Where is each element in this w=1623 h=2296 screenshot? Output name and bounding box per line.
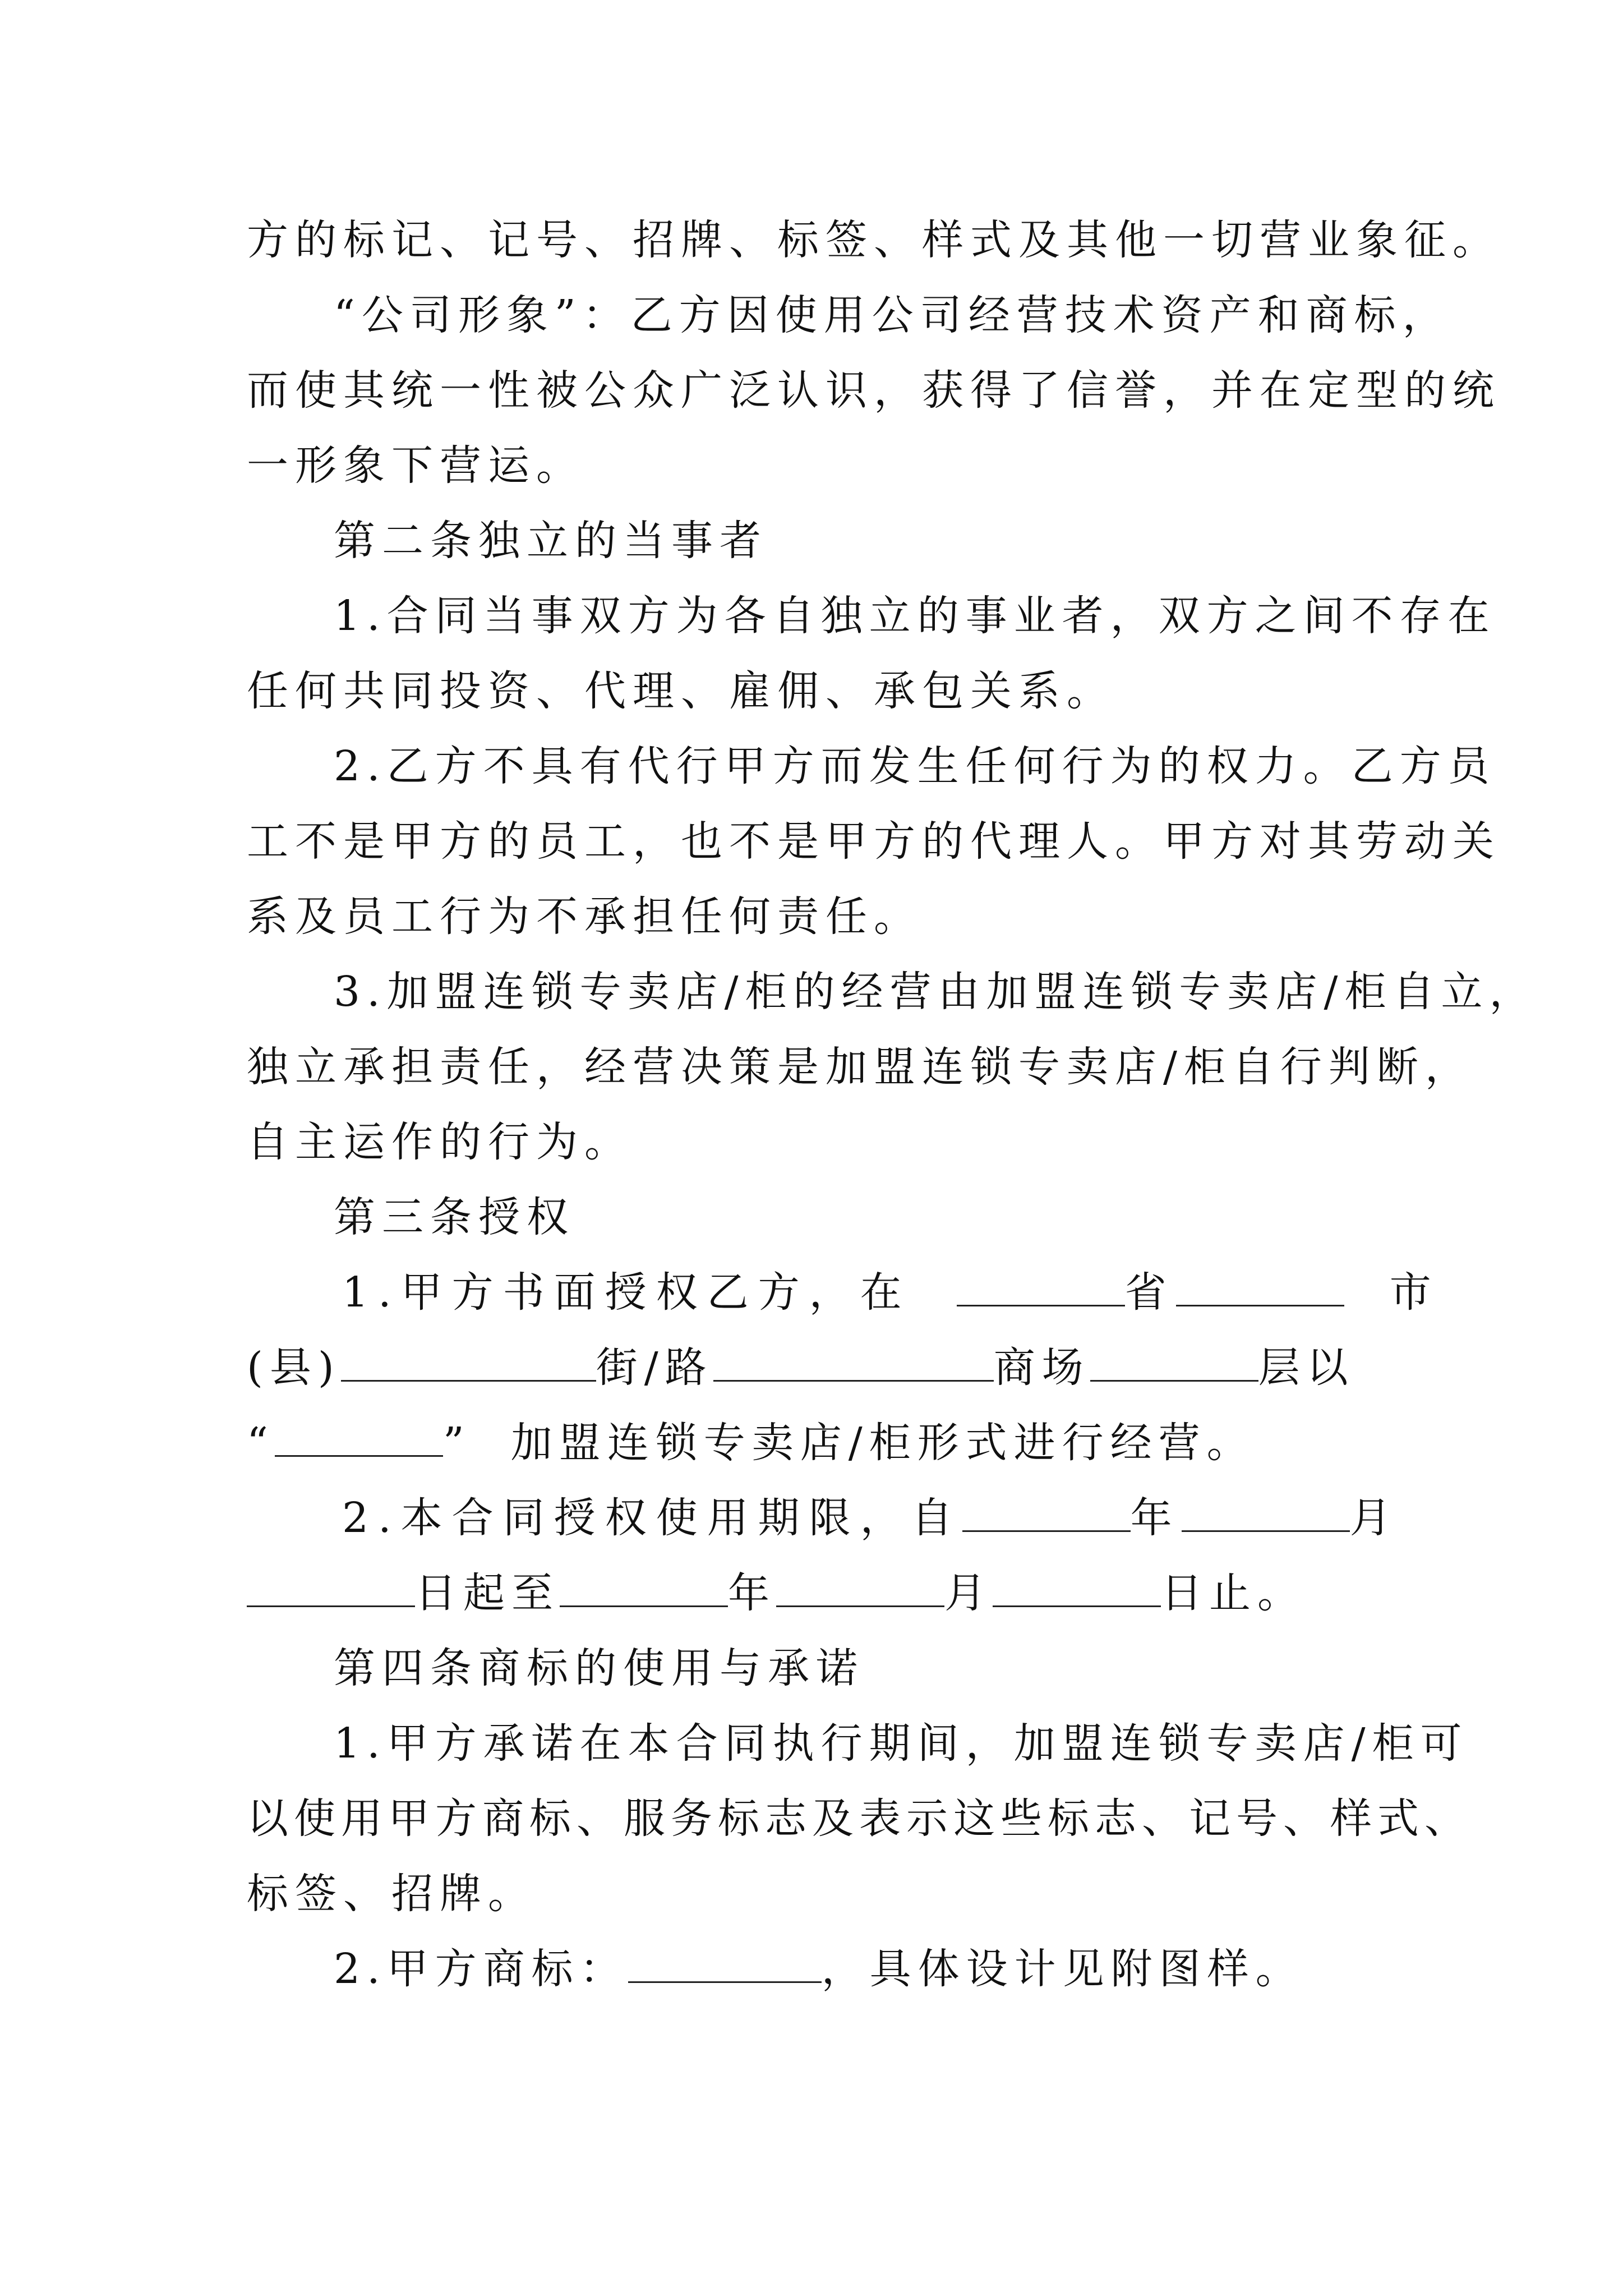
text-line-13: 自主运作的行为。 xyxy=(247,1118,633,1166)
clause-3-2-line-1 xyxy=(342,1490,1401,1546)
text-line-11: 3.加盟连锁专卖店/柜的经营由加盟连锁专卖店/柜自立， xyxy=(334,968,1538,1016)
text-line-10: 系及员工行为不承担任何责任。 xyxy=(247,892,922,941)
text-line-7: 任何共同投资、代理、雇佣、承包关系。 xyxy=(247,667,1115,715)
blank-start-month xyxy=(1182,1491,1350,1532)
clause-3-2-line-2 xyxy=(247,1565,1306,1621)
text-line-1: 方的标记、记号、招牌、标签、样式及其他一切营业象征。 xyxy=(247,216,1501,264)
clause-3-2-text-b: 年 xyxy=(1130,1494,1182,1542)
blank-end-month xyxy=(776,1566,944,1607)
text-line-9: 工不是甲方的员工，也不是甲方的代理人。甲方对其劳动关 xyxy=(247,817,1501,866)
clause-3-2-text-e: 年 xyxy=(728,1569,776,1617)
clause-4-line-1: 1.甲方承诺在本合同执行期间，加盟连锁专卖店/柜可 xyxy=(334,1719,1469,1768)
clause-3-1-line-2 xyxy=(247,1340,1355,1396)
clause-4-title: 第四条商标的使用与承诺 xyxy=(334,1644,864,1692)
clause-4-item-2-text-b: ，具体设计见附图样。 xyxy=(821,1945,1304,1993)
blank-store-name xyxy=(275,1416,443,1457)
clause-3-2-text-c: 月 xyxy=(1349,1494,1401,1542)
blank-city xyxy=(1176,1266,1344,1306)
text-line-3: 而使其统一性被公众广泛认识，获得了信誉，并在定型的统 xyxy=(247,366,1501,415)
blank-start-day xyxy=(247,1566,415,1607)
blank-mall xyxy=(1090,1341,1258,1382)
clause-4-item-2-text-a: 2.甲方商标： xyxy=(334,1945,628,1993)
clause-3-title: 第三条授权 xyxy=(334,1193,575,1241)
blank-start-year xyxy=(962,1491,1131,1532)
text-line-6: 1.合同当事双方为各自独立的事业者，双方之间不存在 xyxy=(334,592,1496,640)
clause-3-1-text-b: 省 xyxy=(1124,1268,1176,1317)
clause-4-line-3: 标签、招牌。 xyxy=(247,1870,536,1918)
clause-4-line-4 xyxy=(334,1941,1304,1997)
clause-3-1-text-g: 层以 xyxy=(1258,1343,1355,1392)
clause-3-1-text-i: ” xyxy=(442,1419,471,1467)
clause-3-1-text-e: 街/路 xyxy=(596,1343,713,1392)
clause-3-1-text-f: 商场 xyxy=(993,1343,1090,1392)
clause-3-1-text-c: 市 xyxy=(1389,1268,1441,1317)
clause-3-2-text-f: 月 xyxy=(944,1569,993,1617)
blank-county xyxy=(341,1341,596,1382)
text-line-8: 2.乙方不具有代行甲方而发生任何行为的权力。乙方员 xyxy=(334,742,1496,790)
clause-3-1-text-j: 加盟连锁专卖店/柜形式进行经营。 xyxy=(510,1419,1255,1467)
blank-end-day xyxy=(993,1566,1161,1607)
clause-3-1-line-1 xyxy=(342,1264,1441,1320)
blank-province xyxy=(957,1266,1125,1306)
clause-3-1-text-d: (县) xyxy=(247,1343,341,1392)
text-line-2: “公司形象”：乙方因使用公司经营技术资产和商标， xyxy=(334,291,1451,339)
blank-street xyxy=(713,1341,994,1382)
clause-2-title: 第二条独立的当事者 xyxy=(334,517,768,565)
blank-trademark xyxy=(628,1942,822,1983)
clause-4-line-2: 以使用甲方商标、服务标志及表示这些标志、记号、样式、 xyxy=(247,1795,1472,1843)
clause-3-1-line-3 xyxy=(247,1415,1255,1471)
clause-3-2-text-a: 2.本合同授权使用期限，自 xyxy=(342,1494,962,1542)
text-line-4: 一形象下营运。 xyxy=(247,441,584,490)
clause-3-2-text-g: 日止。 xyxy=(1161,1569,1306,1617)
text-line-12: 独立承担责任，经营决策是加盟连锁专卖店/柜自行判断， xyxy=(247,1043,1473,1091)
blank-end-year xyxy=(560,1566,728,1607)
clause-3-1-text-h: “ xyxy=(247,1419,275,1467)
clause-3-1-text-a: 1.甲方书面授权乙方，在 xyxy=(342,1268,911,1317)
clause-3-2-text-d: 日起至 xyxy=(415,1569,560,1617)
